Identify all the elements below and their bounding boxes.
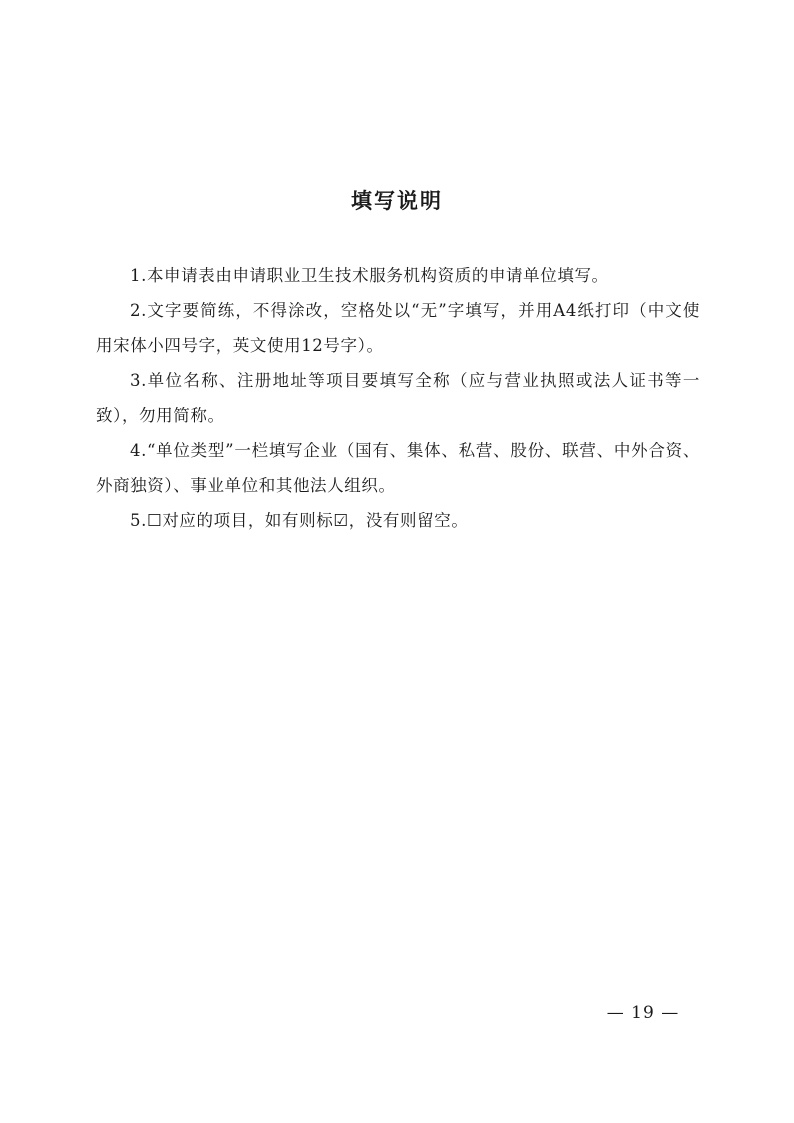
instruction-item-5: 5.☐对应的项目，如有则标☑，没有则留空。 <box>130 511 469 530</box>
page-title: 填写说明 <box>351 188 443 213</box>
instruction-item-2: 2.文字要简练，不得涂改，空格处以“无”字填写，并用A4纸打印（中文使用宋体小四号字，英文使用12号字）。 <box>96 301 700 355</box>
instruction-item-3: 3.单位名称、注册地址等项目要填写全称（应与营业执照或法人证书等一致），勿用简称。 <box>96 371 700 425</box>
instruction-item-4: 4.“单位类型”一栏填写企业（国有、集体、私营、股份、联营、中外合资、外商独资）、事业单位和其他法人组织。 <box>96 441 700 495</box>
instructions-list <box>96 258 700 538</box>
page-number: — 19 — <box>606 1003 680 1023</box>
instruction-item-1: 1.本申请表由申请职业卫生技术服务机构资质的申请单位填写。 <box>130 266 609 285</box>
